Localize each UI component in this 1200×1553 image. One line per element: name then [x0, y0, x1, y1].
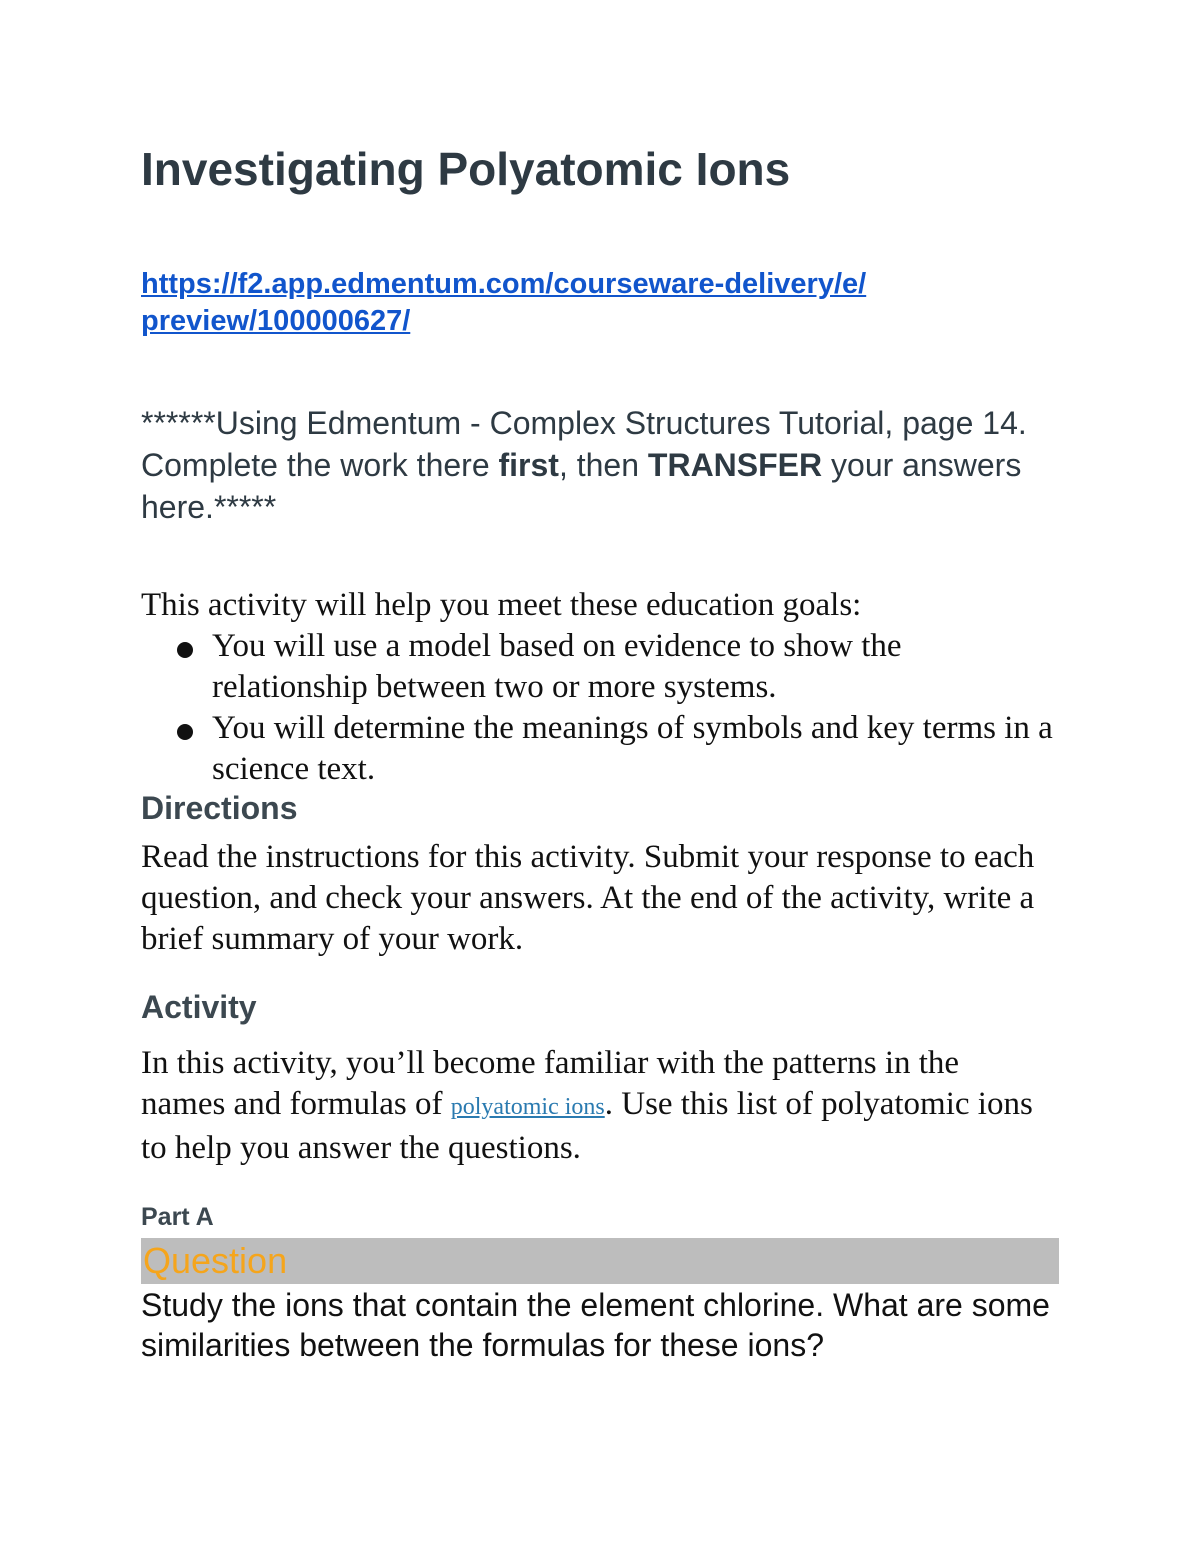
activity-text-before: In this activity, you’ll become familiar with the patterns in the names and formulas of	[141, 1045, 960, 1122]
goal-item	[141, 626, 1056, 708]
polyatomic-ions-link[interactable]: polyatomic ions	[450, 1094, 605, 1120]
activity-text	[141, 1043, 1041, 1169]
goal-text: You will determine the meanings of symbols and key terms in a science text.	[212, 710, 1053, 787]
question-text: Study the ions that contain the element chlorine. What are some similarities between the formulas for these ions?	[141, 1287, 1050, 1363]
directions-heading: Directions	[141, 790, 298, 826]
question-label: Question	[143, 1240, 288, 1281]
goal-item	[141, 708, 1056, 790]
goal-text: You will use a model based on evidence to show the relationship between two or more systems.	[212, 628, 902, 705]
activity-heading: Activity	[141, 989, 257, 1025]
question-header-bar	[141, 1238, 1059, 1284]
courseware-link[interactable]: https://f2.app.edmentum.com/courseware-delivery/e/preview/100000627/	[141, 268, 867, 337]
note-prefix: ******Using Edmentum - Complex Structures Tutorial, page 14. Complete the work there	[141, 405, 1027, 483]
note-bold-first: first	[498, 447, 559, 483]
goals-list	[141, 626, 1056, 790]
instruction-note	[141, 402, 1051, 528]
document-title: Investigating Polyatomic Ions	[141, 143, 791, 195]
note-middle: , then	[558, 447, 648, 483]
bullet-icon	[177, 642, 193, 658]
activity-text-after: . Use this list of polyatomic ions to help you answer the questions.	[141, 1086, 1033, 1166]
directions-text: Read the instructions for this activity. Submit your response to each question, and check your answers. At the end of the activity, write a brief summary of your work.	[141, 839, 1035, 957]
bullet-icon	[177, 724, 193, 740]
part-a-label: Part A	[141, 1203, 214, 1231]
goals-intro: This activity will help you meet these education goals:	[141, 587, 862, 623]
note-bold-transfer: TRANSFER	[647, 447, 823, 483]
note-suffix: your answers here.*****	[141, 447, 1022, 525]
